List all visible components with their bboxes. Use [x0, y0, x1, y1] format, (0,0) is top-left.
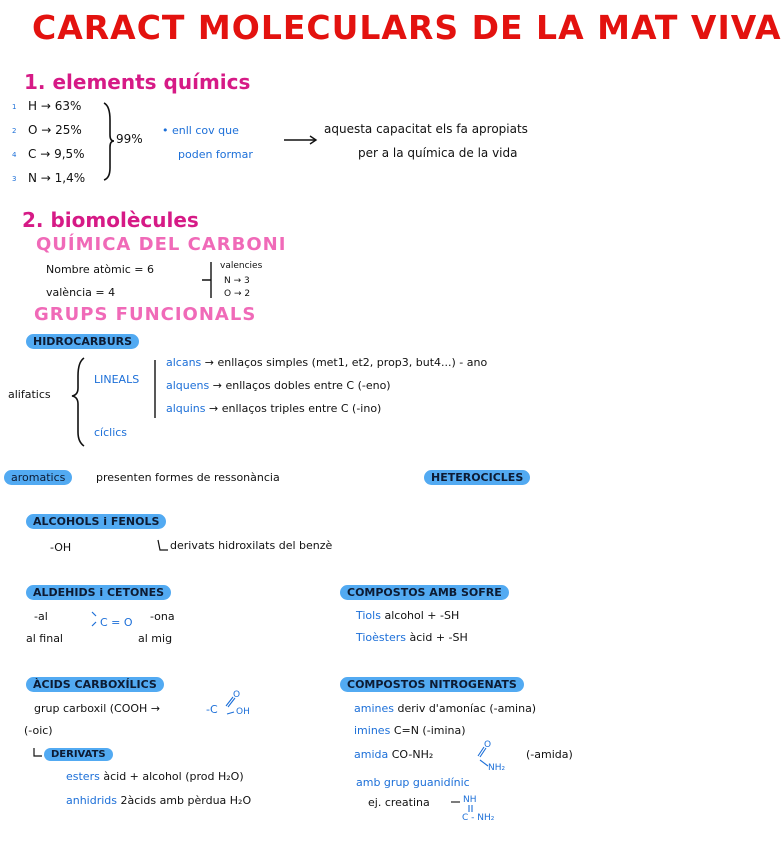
anhidrids-name: anhidrids [66, 794, 118, 807]
tag-derivats: DERIVATS [44, 748, 113, 761]
valence-o: O → 2 [224, 289, 251, 299]
section-heading-biomolecules: 2. biomolècules [22, 208, 199, 232]
carboxyl-formula: -C [206, 703, 218, 716]
alquens-name: alquens [166, 379, 210, 392]
element-h: H → 63% [28, 99, 82, 113]
conclusion-line-1: aquesta capacitat els fa apropiats [324, 122, 528, 136]
amida-suffix: (-amida) [526, 748, 573, 761]
imines-text: C=N (-imina) [393, 724, 466, 737]
element-c: C → 9,5% [28, 147, 85, 161]
tag-hidrocarburs: HIDROCARBURS [26, 334, 139, 349]
ciclics-label: cíclics [94, 426, 128, 439]
element-n: N → 1,4% [28, 171, 86, 185]
aromatics-text: presenten formes de ressonància [96, 471, 280, 484]
tioesters-text: àcid + -SH [409, 631, 468, 644]
amines-name: amines [354, 702, 394, 715]
carboxyl-oxygen: O [233, 690, 241, 700]
row-alquens: alquens → enllaços dobles entre C (-eno) [166, 379, 391, 392]
tioesters-name: Tioèsters [356, 631, 406, 644]
guanidinic-group: amb grup guanidínic [356, 776, 470, 789]
alquens-text: enllaços dobles entre C (-eno) [225, 379, 391, 392]
element-index: 3 [12, 175, 17, 183]
alquins-name: alquins [166, 402, 206, 415]
carboxyl-hydroxyl: OH [236, 707, 250, 717]
element-index: 2 [12, 127, 17, 135]
row-alcans: alcans → enllaços simples (met1, et2, prop3, but4...) - ano [166, 356, 488, 369]
amines-text: deriv d'amoníac (-amina) [397, 702, 537, 715]
subheading-carboni: QUÍMICA DEL CARBONI [36, 234, 287, 255]
element-o: O → 25% [28, 123, 82, 137]
alquins-text: enllaços triples entre C (-ino) [221, 402, 382, 415]
lineals-label: LINEALS [94, 373, 140, 386]
row-esters [66, 770, 244, 783]
esters-text: àcid + alcohol (prod H₂O) [103, 770, 244, 783]
row-alquins: alquins → enllaços triples entre C (-ino) [166, 402, 382, 415]
aldehyde-position: al final [26, 632, 63, 645]
anhidrids-text: 2àcids amb pèrdua H₂O [120, 794, 252, 807]
conclusion-line-2: per a la química de la vida [358, 146, 518, 160]
creatina-cnh2: C - NH₂ [462, 813, 495, 823]
esters-name: esters [66, 770, 100, 783]
atomic-number: Nombre atòmic = 6 [46, 263, 155, 276]
acid-suffix: (-oic) [24, 724, 53, 737]
amida-oxygen: O [484, 740, 492, 750]
creatina-example: ej. creatina [368, 796, 430, 809]
covalent-note-2: poden formar [178, 148, 253, 161]
creatina-nh: NH [463, 795, 477, 805]
row-tiols [356, 609, 459, 622]
valence-n: N → 3 [224, 276, 250, 286]
section-heading-elements: 1. elements químics [24, 70, 251, 94]
fenols-derivats: derivats hidroxilats del benzè [170, 539, 333, 552]
elements-total: 99% [116, 132, 143, 146]
alcans-text: enllaços simples (met1, et2, prop3, but4...) - ano [217, 356, 488, 369]
element-index: 1 [12, 103, 17, 111]
imines-name: imines [354, 724, 391, 737]
carbon-valence: valència = 4 [46, 286, 116, 299]
tag-acids: ÀCIDS CARBOXÍLICS [26, 677, 164, 692]
tiols-name: Tiols [356, 609, 381, 622]
valencies-title: valencies [220, 261, 263, 271]
carbonyl-group: C = O [100, 616, 133, 629]
page-title: CARACT MOLECULARS DE LA MAT VIVA [32, 8, 782, 47]
tag-nitrogenats: COMPOSTOS NITROGENATS [340, 677, 524, 692]
alifatics-label: alifatics [8, 388, 51, 401]
row-imines [354, 724, 466, 737]
aldehyde-suffix: -al [34, 610, 48, 623]
tag-aromatics: aromatics [4, 470, 72, 485]
alcans-name: alcans [166, 356, 202, 369]
row-tioesters [356, 631, 468, 644]
tiols-text: alcohol + -SH [384, 609, 460, 622]
amida-nh2: NH₂ [488, 763, 506, 773]
row-amines [354, 702, 536, 715]
carboxyl-group: grup carboxil (COOH → [34, 702, 161, 715]
hydroxyl-group: -OH [50, 541, 72, 554]
row-amida [354, 748, 433, 761]
amida-name: amida [354, 748, 389, 761]
tag-heterocicles: HETEROCICLES [424, 470, 530, 485]
covalent-note-1: • enll cov que [162, 124, 239, 137]
ketone-position: al mig [138, 632, 173, 645]
row-anhidrids [66, 794, 251, 807]
amida-text: CO-NH₂ [391, 748, 434, 761]
tag-sofre: COMPOSTOS AMB SOFRE [340, 585, 509, 600]
element-index: 4 [12, 151, 17, 159]
subheading-grups: GRUPS FUNCIONALS [34, 304, 257, 325]
tag-aldehids: ALDEHIDS i CETONES [26, 585, 171, 600]
ketone-suffix: -ona [150, 610, 175, 623]
tag-alcohols: ALCOHOLS i FENOLS [26, 514, 166, 529]
